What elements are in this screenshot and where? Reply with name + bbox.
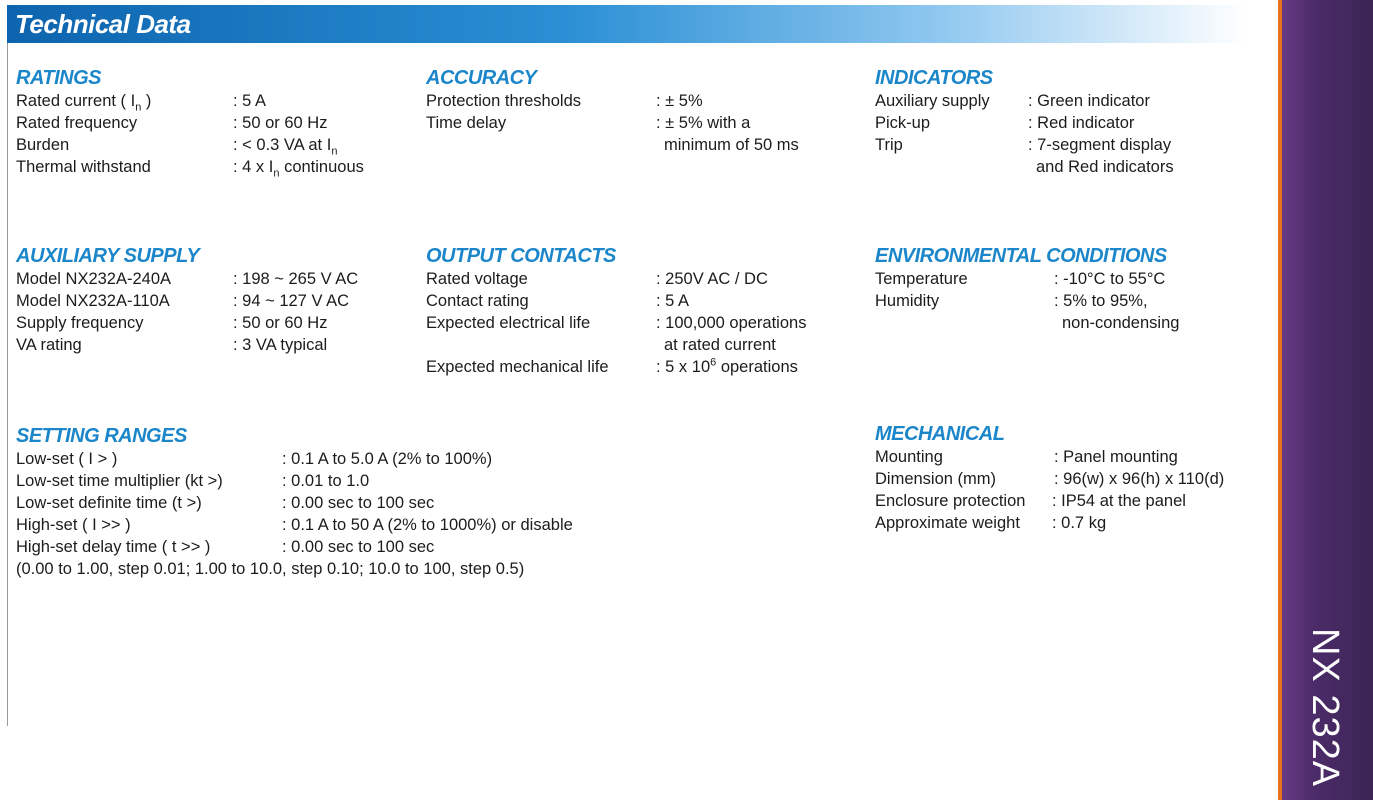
- spec-value: : ± 5%: [656, 92, 703, 110]
- spec-row: [875, 468, 1265, 490]
- spec-label: Dimension (mm): [875, 470, 997, 488]
- setting-ranges-title: SETTING RANGES: [16, 425, 187, 447]
- spec-value: : ± 5% with a: [656, 114, 751, 132]
- spec-label: Low-set definite time (t >): [16, 494, 202, 512]
- spec-value: non-condensing: [1062, 314, 1180, 332]
- spec-row: [875, 290, 1265, 312]
- output-contacts-section: [426, 244, 866, 378]
- spec-value: : 5 A: [233, 92, 267, 110]
- spec-row: [426, 268, 866, 290]
- auxiliary-supply-title: AUXILIARY SUPPLY: [16, 245, 200, 267]
- spec-row: [426, 312, 866, 334]
- spec-value: : 4 x $I_n$ continuous: [233, 158, 364, 180]
- spec-value: : 5% to 95%,: [1054, 292, 1148, 310]
- spec-label: Pick-up: [875, 114, 931, 132]
- spec-value: : Green indicator: [1028, 92, 1150, 110]
- spec-row: [875, 446, 1265, 468]
- indicators-section: [875, 66, 1265, 178]
- spec-value: : 7-segment display: [1028, 136, 1172, 154]
- spec-row: [16, 514, 656, 536]
- spec-label: VA rating: [16, 336, 82, 354]
- spec-value: : 50 or 60 Hz: [233, 314, 328, 332]
- spec-value: : 198 ~ 265 V AC: [233, 270, 359, 288]
- spec-value: : 0.01 to 1.0: [282, 472, 370, 490]
- spec-value: and Red indicators: [1036, 158, 1174, 176]
- spec-row: [16, 268, 406, 290]
- spec-label: Low-set ( I > ): [16, 450, 118, 468]
- spec-label: Humidity: [875, 292, 940, 310]
- spec-label: Protection thresholds: [426, 92, 582, 110]
- spec-value: : -10°C to 55°C: [1054, 270, 1166, 288]
- spec-row: [16, 448, 656, 470]
- spec-row: [875, 512, 1265, 534]
- spec-row: [875, 312, 1265, 334]
- spec-label: Rated voltage: [426, 270, 528, 288]
- spec-label: Model NX232A-240A: [16, 270, 172, 288]
- spec-label: Low-set time multiplier (kt >): [16, 472, 223, 490]
- spec-row: [16, 470, 656, 492]
- spec-value: : 5 x $10^6$ operations: [656, 356, 798, 376]
- spec-value: minimum of 50 ms: [664, 136, 799, 154]
- setting-step-note: (0.00 to 1.00, step 0.01; 1.00 to 10.0, step 0.10; 10.0 to 100, step 0.5): [16, 560, 525, 578]
- spec-label: Rated frequency: [16, 114, 138, 132]
- mechanical-title: MECHANICAL: [875, 423, 1005, 445]
- spec-row: [16, 536, 656, 558]
- spec-row: [16, 492, 656, 514]
- spec-row: [16, 334, 406, 356]
- spec-row: [875, 112, 1265, 134]
- spec-row: [426, 90, 846, 112]
- ratings-section: [16, 66, 406, 178]
- spec-label: Burden: [16, 136, 70, 154]
- spec-row: [875, 134, 1265, 156]
- spec-value: : 5 A: [656, 292, 690, 310]
- product-model-label: NX 232A: [1304, 628, 1346, 788]
- left-margin-rule: [7, 40, 8, 726]
- spec-label: Thermal withstand: [16, 158, 151, 176]
- spec-row: [16, 90, 406, 112]
- auxiliary-supply-section: [16, 244, 406, 356]
- spec-value: : 250V AC / DC: [656, 270, 768, 288]
- header-banner: [7, 5, 1247, 43]
- spec-label: Mounting: [875, 448, 943, 466]
- spec-label: High-set delay time ( t >> ): [16, 538, 211, 556]
- spec-row: [16, 290, 406, 312]
- environmental-conditions-section: [875, 244, 1265, 334]
- spec-row: [875, 490, 1265, 512]
- accuracy-title: ACCURACY: [426, 67, 537, 89]
- mechanical-section: [875, 422, 1265, 534]
- spec-row: [875, 90, 1265, 112]
- spec-label: High-set ( I >> ): [16, 516, 131, 534]
- setting-ranges-section: [16, 424, 656, 580]
- spec-row: [426, 356, 866, 378]
- spec-value: : Red indicator: [1028, 114, 1135, 132]
- spec-value: : Panel mounting: [1054, 448, 1178, 466]
- spec-value: : 0.00 sec to 100 sec: [282, 494, 435, 512]
- spec-label: Time delay: [426, 114, 507, 132]
- spec-value: : 0.1 A to 50 A (2% to 1000%) or disable: [282, 516, 573, 534]
- spec-row: [16, 312, 406, 334]
- spec-value: : 96(w) x 96(h) x 110(d): [1054, 470, 1225, 488]
- spec-label: Expected electrical life: [426, 314, 591, 332]
- spec-label: Temperature: [875, 270, 968, 288]
- spec-value: : IP54 at the panel: [1052, 492, 1186, 510]
- spec-row: [16, 112, 406, 134]
- spec-row: [16, 156, 406, 178]
- spec-value: : 94 ~ 127 V AC: [233, 292, 350, 310]
- spec-label: Enclosure protection: [875, 492, 1026, 510]
- spec-row: [16, 134, 406, 156]
- spec-row: [875, 268, 1265, 290]
- spec-value: : 100,000 operations: [656, 314, 807, 332]
- spec-row: [426, 134, 846, 156]
- spec-label: Rated current ( $I_n$ ): [16, 92, 152, 114]
- page-title: Technical Data: [15, 9, 191, 39]
- ratings-title: RATINGS: [16, 67, 102, 89]
- spec-row: [426, 112, 846, 134]
- spec-value: : 0.00 sec to 100 sec: [282, 538, 435, 556]
- spec-value: at rated current: [664, 336, 776, 354]
- spec-value: : 0.1 A to 5.0 A (2% to 100%): [282, 450, 493, 468]
- spec-label: Model NX232A-110A: [16, 292, 170, 310]
- spec-label: Expected mechanical life: [426, 358, 609, 376]
- spec-value: : 50 or 60 Hz: [233, 114, 328, 132]
- spec-label: Trip: [875, 136, 903, 154]
- spec-value: : 3 VA typical: [233, 336, 328, 354]
- spec-label: Auxiliary supply: [875, 92, 990, 110]
- spec-value: : < 0.3 VA at $I_n$: [233, 136, 338, 158]
- spec-row: [426, 334, 866, 356]
- accuracy-section: [426, 66, 846, 156]
- indicators-title: INDICATORS: [875, 67, 993, 89]
- spec-label: Supply frequency: [16, 314, 144, 332]
- spec-label: Approximate weight: [875, 514, 1020, 532]
- output-contacts-title: OUTPUT CONTACTS: [426, 245, 616, 267]
- environmental-conditions-title: ENVIRONMENTAL CONDITIONS: [875, 245, 1167, 267]
- spec-row: [875, 156, 1265, 178]
- spec-label: Contact rating: [426, 292, 529, 310]
- spec-row: [426, 290, 866, 312]
- spec-value: : 0.7 kg: [1052, 514, 1107, 532]
